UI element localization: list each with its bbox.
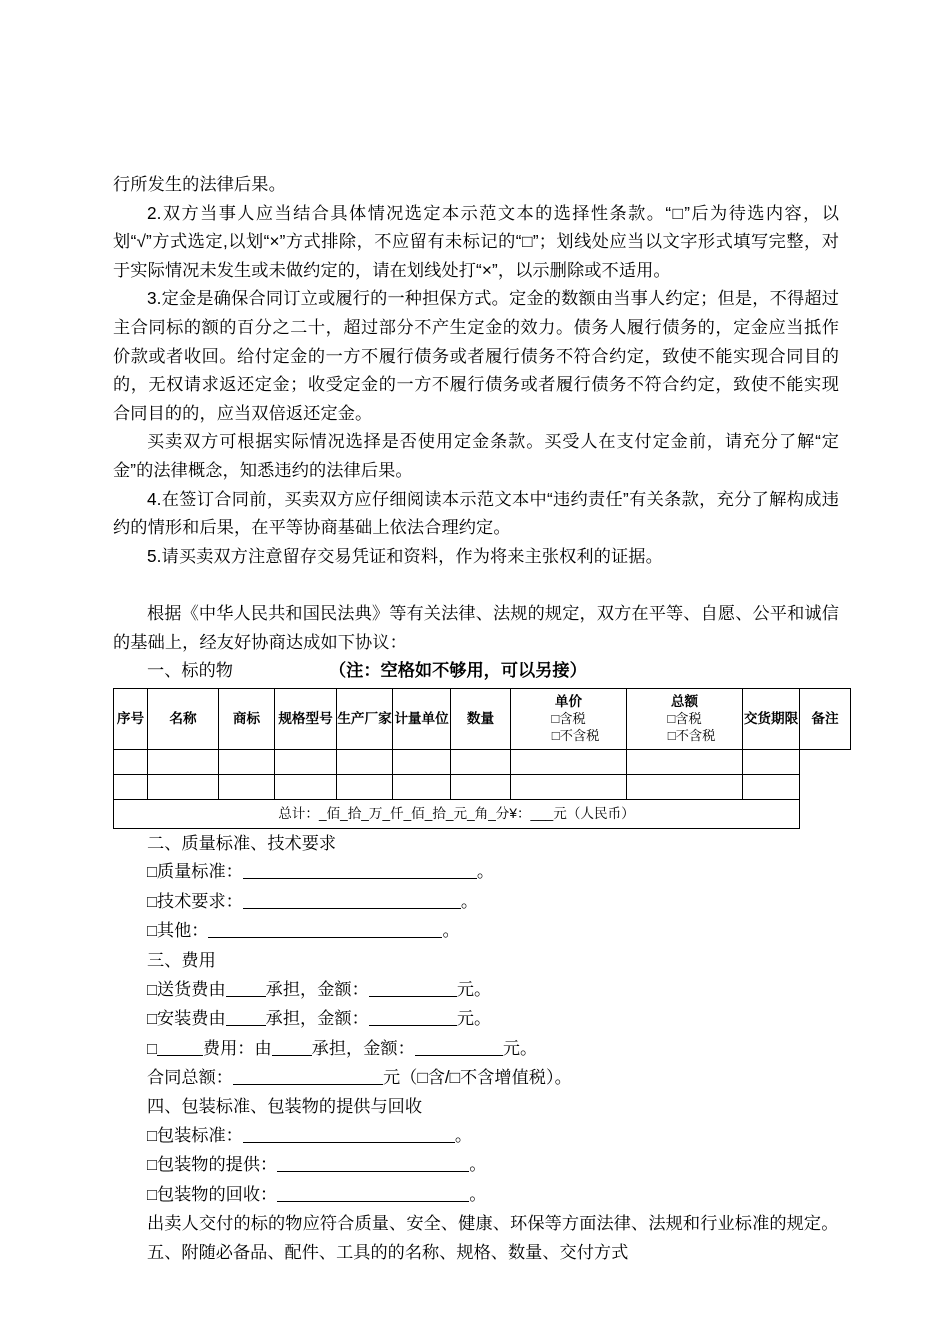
cell-name-2[interactable]: [148, 774, 219, 799]
cell-unit-2[interactable]: [393, 774, 451, 799]
quality-standard-input[interactable]: [243, 861, 477, 879]
cell-qty-2[interactable]: [451, 774, 511, 799]
section-one-note: （注：空格如不够用，可以另接）: [328, 660, 587, 681]
quality-other-label: 其他：: [156, 920, 209, 941]
cell-spec-2[interactable]: [275, 774, 337, 799]
table-total-row[interactable]: [114, 799, 851, 828]
paragraph-item-2: 2.双方当事人应当结合具体情况选定本示范文本的选择性条款。“□”后为待选内容，以划“√”方式选定,以划“×”方式排除，不应留有未标记的“□”；划线处应当以文字形式填写完整，对于实际情况未发生或未做约定的，请在划线处打“×”，以示删除或不适用。: [113, 202, 839, 280]
other-fee-bearer-input[interactable]: [272, 1038, 312, 1056]
checkbox-icon[interactable]: □: [147, 1185, 157, 1204]
column-header-no: 序号: [114, 688, 148, 749]
column-header-qty: 数量: [451, 688, 511, 749]
checkbox-icon[interactable]: □: [147, 1010, 157, 1029]
cell-no-1[interactable]: [114, 749, 148, 774]
delivery-fee-amount-input[interactable]: [369, 979, 457, 997]
other-fee-unit: 元。: [502, 1037, 538, 1058]
installation-fee-label: 安装费由: [156, 1008, 226, 1029]
column-header-amount-label: 总额: [670, 693, 699, 709]
checkbox-icon[interactable]: □: [147, 922, 157, 941]
contract-total-unit[interactable]: 元（□含/□不含增值税）。: [382, 1067, 572, 1088]
cell-unit-1[interactable]: [393, 749, 451, 774]
contract-total-label: 合同总额：: [147, 1067, 233, 1088]
cell-name-1[interactable]: [148, 749, 219, 774]
other-fee-mid: 承担，金额：: [311, 1037, 415, 1058]
column-header-name: 名称: [148, 688, 219, 749]
cell-maker-1[interactable]: [337, 749, 393, 774]
delivery-fee-mid: 承担，金额：: [265, 978, 369, 999]
paragraph-item-5: 5.请买卖双方注意留存交易凭证和资料，作为将来主张权利的证据。: [147, 545, 663, 566]
amount-untaxed-checkbox[interactable]: □不含税: [667, 728, 716, 744]
section-four-paragraph: 出卖人交付的标的物应符合质量、安全、健康、环保等方面法律、法规和行业标准的规定。: [147, 1213, 839, 1234]
quality-other-input[interactable]: [208, 920, 442, 938]
technical-requirement-input[interactable]: [243, 891, 461, 909]
packaging-recycle-input[interactable]: [277, 1184, 469, 1202]
section-three-title: 三、费用: [147, 950, 216, 971]
table-row[interactable]: [114, 749, 851, 774]
delivery-fee-line[interactable]: [147, 975, 839, 1005]
quality-other-suffix: 。: [442, 920, 460, 941]
technical-requirement-suffix: 。: [460, 890, 479, 911]
checkbox-icon[interactable]: □: [147, 863, 157, 882]
quality-standard-line[interactable]: [147, 857, 839, 887]
cell-price-2[interactable]: [511, 774, 627, 799]
goods-table: [113, 688, 851, 829]
section-two-title: 二、质量标准、技术要求: [147, 832, 337, 853]
column-header-spec: 规格型号: [275, 688, 337, 749]
column-header-memo: 备注: [800, 688, 851, 749]
section-five-title: 五、附随必备品、配件、工具的的名称、规格、数量、交付方式: [147, 1242, 629, 1262]
checkbox-icon[interactable]: □: [147, 1039, 157, 1058]
quality-other-line[interactable]: [147, 916, 839, 946]
unit-price-taxed-checkbox[interactable]: □含税: [551, 711, 586, 727]
column-header-unit-price: [511, 688, 627, 749]
table-header-row: [114, 688, 851, 749]
paragraph-spacer: [113, 570, 839, 599]
other-fee-amount-input[interactable]: [415, 1038, 503, 1056]
document-content: [113, 170, 839, 1267]
unit-price-untaxed-checkbox[interactable]: □不含税: [551, 728, 600, 744]
cell-price-1[interactable]: [511, 749, 627, 774]
column-header-unit: 计量单位: [393, 688, 451, 749]
paragraph-deposit-note: 买卖双方可根据实际情况选择是否使用定金条款。买受人在支付定金前，请充分了解“定金”的法律概念，知悉违约的法律后果。: [113, 431, 839, 480]
quality-standard-label: 质量标准：: [156, 861, 243, 882]
delivery-fee-bearer-input[interactable]: [226, 979, 266, 997]
cell-term-2[interactable]: [743, 774, 800, 799]
section-one-title: 一、标的物: [147, 660, 233, 681]
technical-requirement-line[interactable]: [147, 887, 839, 917]
installation-fee-line[interactable]: [147, 1004, 839, 1034]
cell-no-2[interactable]: [114, 774, 148, 799]
cell-maker-2[interactable]: [337, 774, 393, 799]
checkbox-icon[interactable]: □: [147, 980, 157, 999]
section-one-heading: [113, 656, 839, 685]
packaging-recycle-line[interactable]: [147, 1180, 839, 1210]
installation-fee-bearer-input[interactable]: [226, 1008, 266, 1026]
installation-fee-unit: 元。: [456, 1008, 492, 1029]
paragraph-civil-code: 根据《中华人民共和国民法典》等有关法律、法规的规定，双方在平等、自愿、公平和诚信的基础上，经友好协商达成如下协议：: [113, 602, 839, 652]
contract-total-input[interactable]: [233, 1067, 383, 1085]
column-header-amount: [627, 688, 743, 749]
cell-spec-1[interactable]: [275, 749, 337, 774]
other-fee-line[interactable]: [147, 1034, 839, 1064]
packaging-supply-line[interactable]: [147, 1150, 839, 1180]
checkbox-icon[interactable]: □: [147, 892, 157, 911]
cell-qty-1[interactable]: [451, 749, 511, 774]
packaging-standard-input[interactable]: [243, 1125, 455, 1143]
delivery-fee-label: 送货费由: [156, 978, 226, 999]
other-fee-name-input[interactable]: [157, 1038, 203, 1056]
cell-brand-1[interactable]: [219, 749, 275, 774]
paragraph-continued: 行所发生的法律后果。: [113, 174, 286, 194]
amount-taxed-checkbox[interactable]: □含税: [667, 711, 702, 727]
installation-fee-mid: 承担，金额：: [265, 1008, 369, 1029]
installation-fee-amount-input[interactable]: [369, 1008, 457, 1026]
packaging-standard-suffix: 。: [454, 1124, 473, 1145]
technical-requirement-label: 技术要求：: [156, 890, 243, 911]
paragraph-item-3: 3.定金是确保合同订立或履行的一种担保方式。定金的数额由当事人约定；但是，不得超过主合同标的额的百分之二十，超过部分不产生定金的效力。债务人履行债务的，定金应当抵作价款或者收回。给付定金的一方不履行债务或者履行债务不符合约定，致使不能实现合同目的的，无权请求返还定金；收受定金的一方不履行债务或者履行债务不符合约定，致使不能实现合同目的的，应当双倍返还定金。: [113, 288, 839, 423]
cell-amount-2[interactable]: [627, 774, 743, 799]
cell-brand-2[interactable]: [219, 774, 275, 799]
cell-term-1[interactable]: [743, 749, 800, 774]
packaging-supply-label: 包装物的提供：: [156, 1154, 278, 1175]
packaging-recycle-label: 包装物的回收：: [156, 1183, 278, 1204]
packaging-standard-line[interactable]: [147, 1121, 839, 1151]
packaging-supply-suffix: 。: [469, 1154, 487, 1175]
checkbox-icon[interactable]: □: [147, 1126, 157, 1145]
section-four-title: 四、包装标准、包装物的提供与回收: [147, 1096, 423, 1117]
packaging-standard-label: 包装标准：: [156, 1124, 243, 1145]
quality-standard-suffix: 。: [476, 861, 495, 882]
column-header-delivery-term: 交货期限: [743, 688, 800, 749]
packaging-supply-input[interactable]: [277, 1154, 469, 1172]
contract-total-line[interactable]: [147, 1063, 839, 1092]
delivery-fee-unit: 元。: [456, 978, 492, 999]
paragraph-item-4: 4.在签订合同前，买卖双方应仔细阅读本示范文本中“违约责任”有关条款，充分了解构成违约的情形和后果，在平等协商基础上依法合理约定。: [113, 488, 839, 538]
other-fee-label: 费用：由: [202, 1037, 272, 1058]
column-header-maker: 生产厂家: [337, 688, 393, 749]
packaging-recycle-suffix: 。: [469, 1183, 487, 1204]
total-amount-label[interactable]: 总计：_佰_拾_万_仟_佰_拾_元_角_分¥：___元（人民币）: [114, 799, 800, 828]
column-header-brand: 商标: [219, 688, 275, 749]
cell-amount-1[interactable]: [627, 749, 743, 774]
table-row[interactable]: [114, 774, 851, 799]
checkbox-icon[interactable]: □: [147, 1156, 157, 1175]
column-header-unit-price-label: 单价: [554, 693, 583, 709]
